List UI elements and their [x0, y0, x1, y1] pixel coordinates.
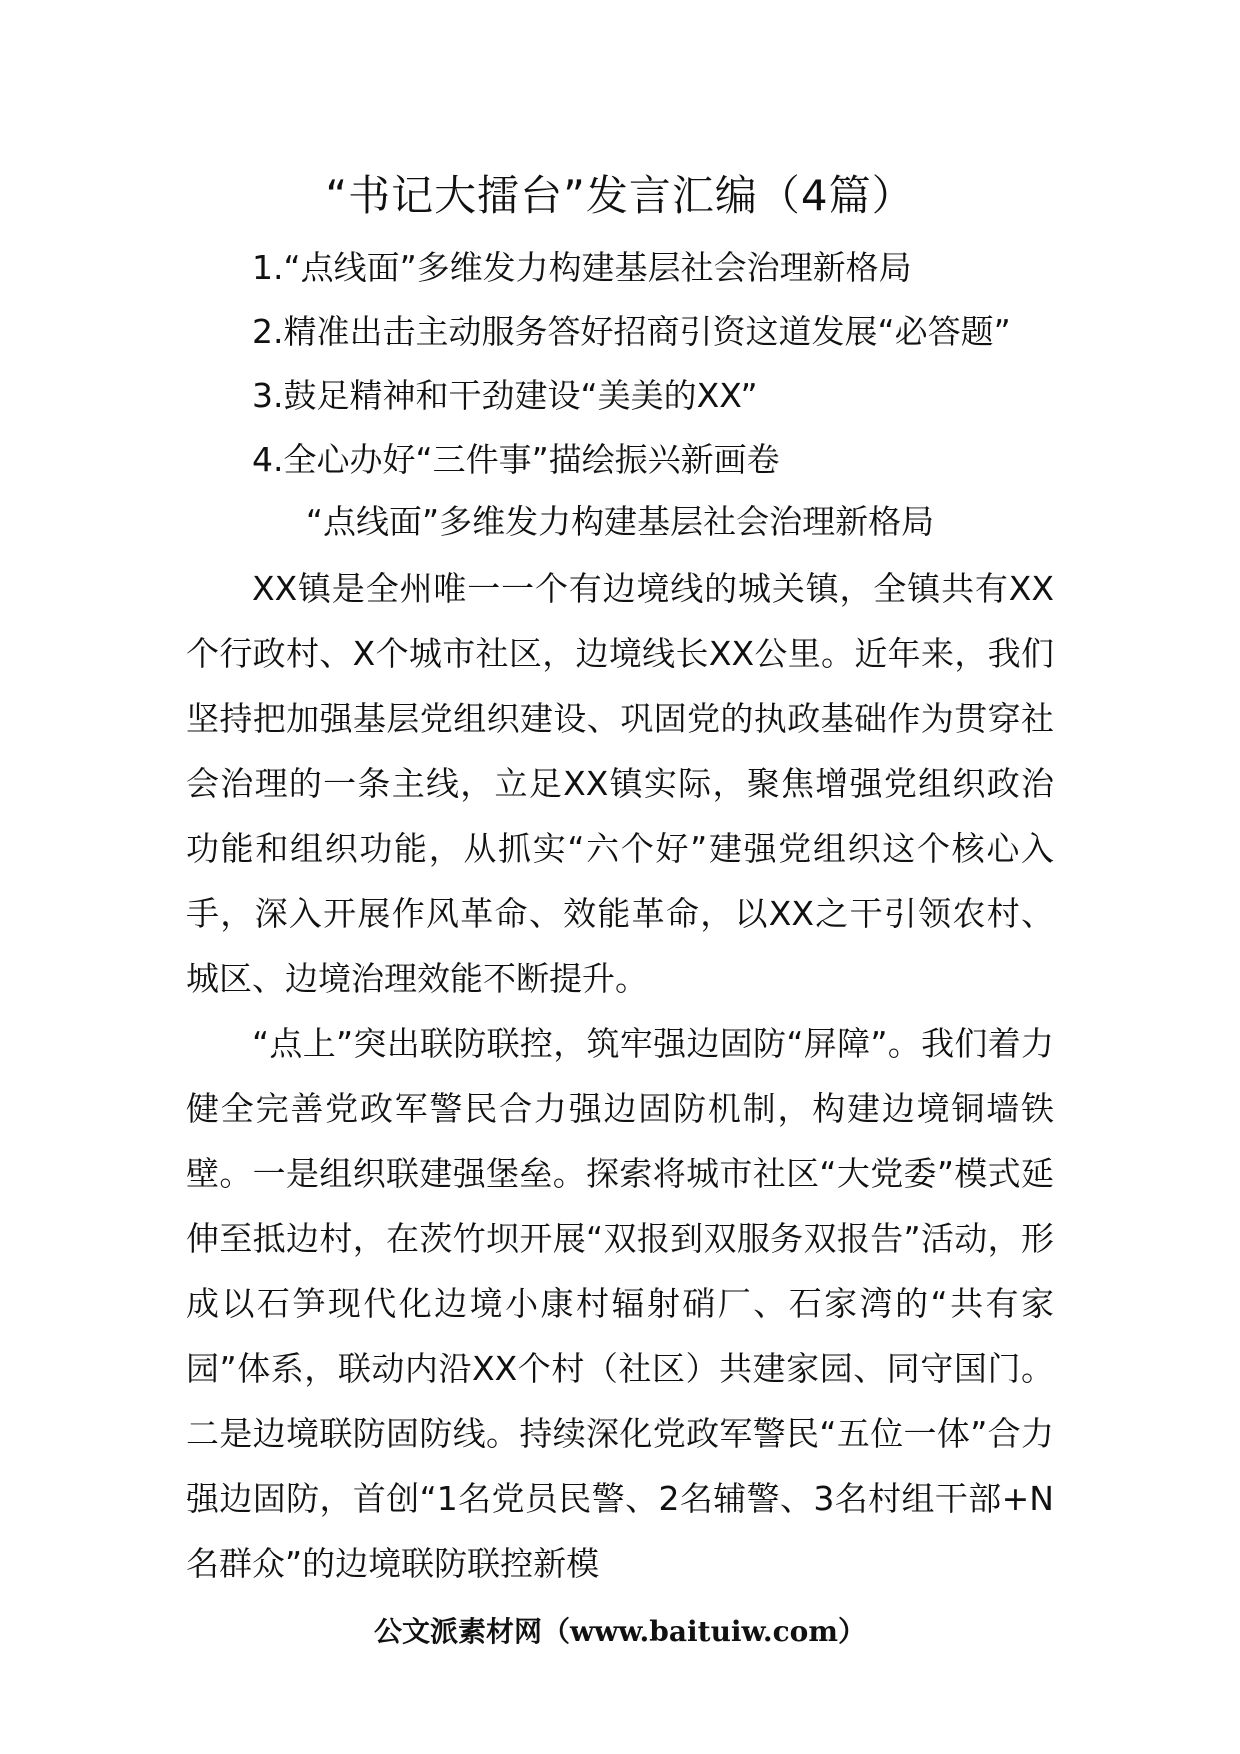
body-paragraph-2: “点上”突出联防联控，筑牢强边固防“屏障”。我们着力健全完善党政军警民合力强边固防机制，构建边境铜墙铁壁。一是组织联建强堡垒。探索将城市社区“大党委”模式延伸至抵边村，在茨竹坝开展“双报到双服务双报告”活动，形成以石笋现代化边境小康村辐射硝厂、石家湾的“共有家园”体系，联动内沿XX个村（社区）共建家园、同守国门。二是边境联防固防线。持续深化党政军警民“五位一体”合力强边固防，首创“1名党员民警、2名辅警、3名村组干部+N名群众”的边境联防联控新模	[186, 1024, 1054, 1583]
section-heading: “点线面”多维发力构建基层社会治理新格局	[305, 502, 935, 541]
toc-item-3: 3.鼓足精神和干劲建设“美美的XX”	[252, 376, 758, 415]
footer-watermark: 公文派素材网（www.baituiw.com）	[374, 1615, 866, 1648]
document-title: “书记大擂台”发言汇编（4篇）	[325, 171, 915, 220]
toc-item-1: 1.“点线面”多维发力构建基层社会治理新格局	[252, 248, 912, 287]
toc-item-4: 4.全心办好“三件事”描绘振兴新画卷	[252, 440, 780, 479]
body-paragraph-1: XX镇是全州唯一一个有边境线的城关镇，全镇共有XX个行政村、X个城市社区，边境线长XX公里。近年来，我们坚持把加强基层党组织建设、巩固党的执政基础作为贯穿社会治理的一条主线，立足XX镇实际，聚焦增强党组织政治功能和组织功能，从抓实“六个好”建强党组织这个核心入手，深入开展作风革命、效能革命，以XX之干引领农村、城区、边境治理效能不断提升。	[186, 569, 1054, 998]
toc-item-2: 2.精准出击主动服务答好招商引资这道发展“必答题”	[252, 312, 1011, 351]
table-of-contents	[252, 236, 1152, 492]
